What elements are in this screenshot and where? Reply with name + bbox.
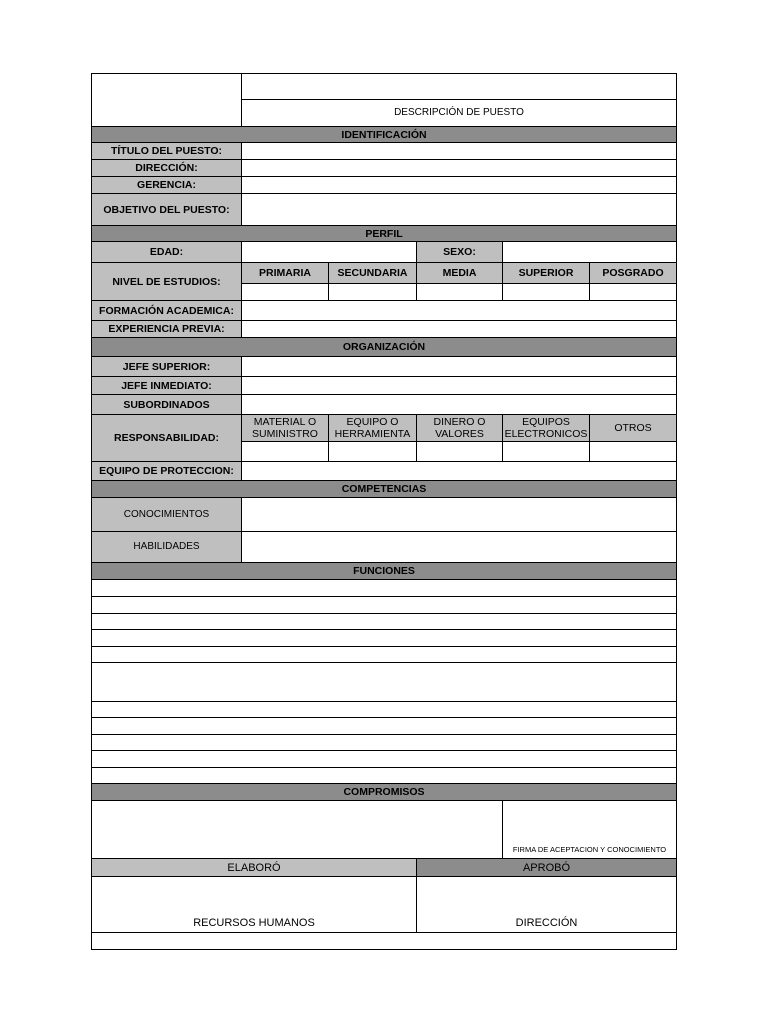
logo-area[interactable] bbox=[91, 73, 242, 127]
nivel-estudios-label: NIVEL DE ESTUDIOS: bbox=[91, 262, 242, 301]
nivel-primaria-field[interactable] bbox=[241, 283, 329, 301]
titulo-puesto-label: TÍTULO DEL PUESTO: bbox=[91, 142, 242, 160]
resp-material: MATERIAL O SUMINISTRO bbox=[241, 414, 329, 442]
section-perfil-header: PERFIL bbox=[91, 225, 677, 242]
conocimientos-field[interactable] bbox=[241, 497, 677, 532]
section-compromisos-header: COMPROMISOS bbox=[91, 783, 677, 801]
resp-electronicos: EQUIPOS ELECTRONICOS bbox=[502, 414, 590, 442]
compromisos-field[interactable] bbox=[91, 800, 503, 859]
footer-row[interactable] bbox=[91, 932, 677, 950]
formacion-academica-label: FORMACIÓN ACADEMICA: bbox=[91, 300, 242, 321]
habilidades-field[interactable] bbox=[241, 531, 677, 563]
funcion-row[interactable] bbox=[91, 701, 677, 718]
jefe-superior-field[interactable] bbox=[241, 356, 677, 377]
resp-otros-field[interactable] bbox=[589, 441, 677, 462]
funcion-row[interactable] bbox=[91, 767, 677, 784]
experiencia-previa-field[interactable] bbox=[241, 320, 677, 338]
funcion-row[interactable] bbox=[91, 717, 677, 735]
jefe-inmediato-field[interactable] bbox=[241, 376, 677, 395]
aprobo-header: APROBÓ bbox=[416, 858, 677, 877]
nivel-media-field[interactable] bbox=[416, 283, 503, 301]
section-funciones-header: FUNCIONES bbox=[91, 562, 677, 580]
funcion-row[interactable] bbox=[91, 629, 677, 647]
jefe-inmediato-label: JEFE INMEDIATO: bbox=[91, 376, 242, 395]
funcion-row[interactable] bbox=[91, 579, 677, 597]
subordinados-label: SUBORDINADOS bbox=[91, 394, 242, 415]
section-organizacion-header: ORGANIZACIÓN bbox=[91, 337, 677, 357]
edad-field[interactable] bbox=[241, 241, 417, 263]
edad-label: EDAD: bbox=[91, 241, 242, 263]
nivel-secundaria-field[interactable] bbox=[328, 283, 417, 301]
sexo-field[interactable] bbox=[502, 241, 677, 263]
jefe-superior-label: JEFE SUPERIOR: bbox=[91, 356, 242, 377]
nivel-superior: SUPERIOR bbox=[502, 262, 590, 284]
firma-aceptacion-field[interactable]: FIRMA DE ACEPTACION Y CONOCIMIENTO bbox=[502, 800, 677, 859]
direccion-label: DIRECCIÓN: bbox=[91, 159, 242, 177]
direccion-field[interactable] bbox=[241, 159, 677, 177]
habilidades-label: HABILIDADES bbox=[91, 531, 242, 563]
formacion-academica-field[interactable] bbox=[241, 300, 677, 321]
doc-title: DESCRIPCIÓN DE PUESTO bbox=[241, 99, 677, 127]
sexo-label: SEXO: bbox=[416, 241, 503, 263]
resp-dinero: DINERO O VALORES bbox=[416, 414, 503, 442]
nivel-secundaria: SECUNDARIA bbox=[328, 262, 417, 284]
resp-material-field[interactable] bbox=[241, 441, 329, 462]
objetivo-puesto-label: OBJETIVO DEL PUESTO: bbox=[91, 193, 242, 226]
nivel-primaria: PRIMARIA bbox=[241, 262, 329, 284]
funcion-row[interactable] bbox=[91, 750, 677, 768]
nivel-posgrado-field[interactable] bbox=[589, 283, 677, 301]
funcion-row[interactable] bbox=[91, 596, 677, 614]
section-competencias-header: COMPETENCIAS bbox=[91, 480, 677, 498]
objetivo-puesto-field[interactable] bbox=[241, 193, 677, 226]
resp-dinero-field[interactable] bbox=[416, 441, 503, 462]
resp-otros: OTROS bbox=[589, 414, 677, 442]
funcion-row[interactable] bbox=[91, 662, 677, 702]
gerencia-label: GERENCIA: bbox=[91, 176, 242, 194]
direccion-signature[interactable]: DIRECCIÓN bbox=[416, 876, 677, 933]
resp-electronicos-field[interactable] bbox=[502, 441, 590, 462]
nivel-media: MEDIA bbox=[416, 262, 503, 284]
recursos-humanos-signature[interactable]: RECURSOS HUMANOS bbox=[91, 876, 417, 933]
resp-equipo: EQUIPO O HERRAMIENTA bbox=[328, 414, 417, 442]
titulo-puesto-field[interactable] bbox=[241, 142, 677, 160]
gerencia-field[interactable] bbox=[241, 176, 677, 194]
company-name-field[interactable] bbox=[241, 73, 677, 100]
conocimientos-label: CONOCIMIENTOS bbox=[91, 497, 242, 532]
resp-equipo-field[interactable] bbox=[328, 441, 417, 462]
section-identificacion-header: IDENTIFICACIÓN bbox=[91, 126, 677, 143]
equipo-proteccion-label: EQUIPO DE PROTECCION: bbox=[91, 461, 242, 481]
funcion-row[interactable] bbox=[91, 734, 677, 751]
subordinados-field[interactable] bbox=[241, 394, 677, 415]
funcion-row[interactable] bbox=[91, 646, 677, 663]
nivel-superior-field[interactable] bbox=[502, 283, 590, 301]
responsabilidad-label: RESPONSABILIDAD: bbox=[91, 414, 242, 462]
equipo-proteccion-field[interactable] bbox=[241, 461, 677, 481]
experiencia-previa-label: EXPERIENCIA PREVIA: bbox=[91, 320, 242, 338]
elaboro-header: ELABORÓ bbox=[91, 858, 417, 877]
funcion-row[interactable] bbox=[91, 613, 677, 630]
nivel-posgrado: POSGRADO bbox=[589, 262, 677, 284]
